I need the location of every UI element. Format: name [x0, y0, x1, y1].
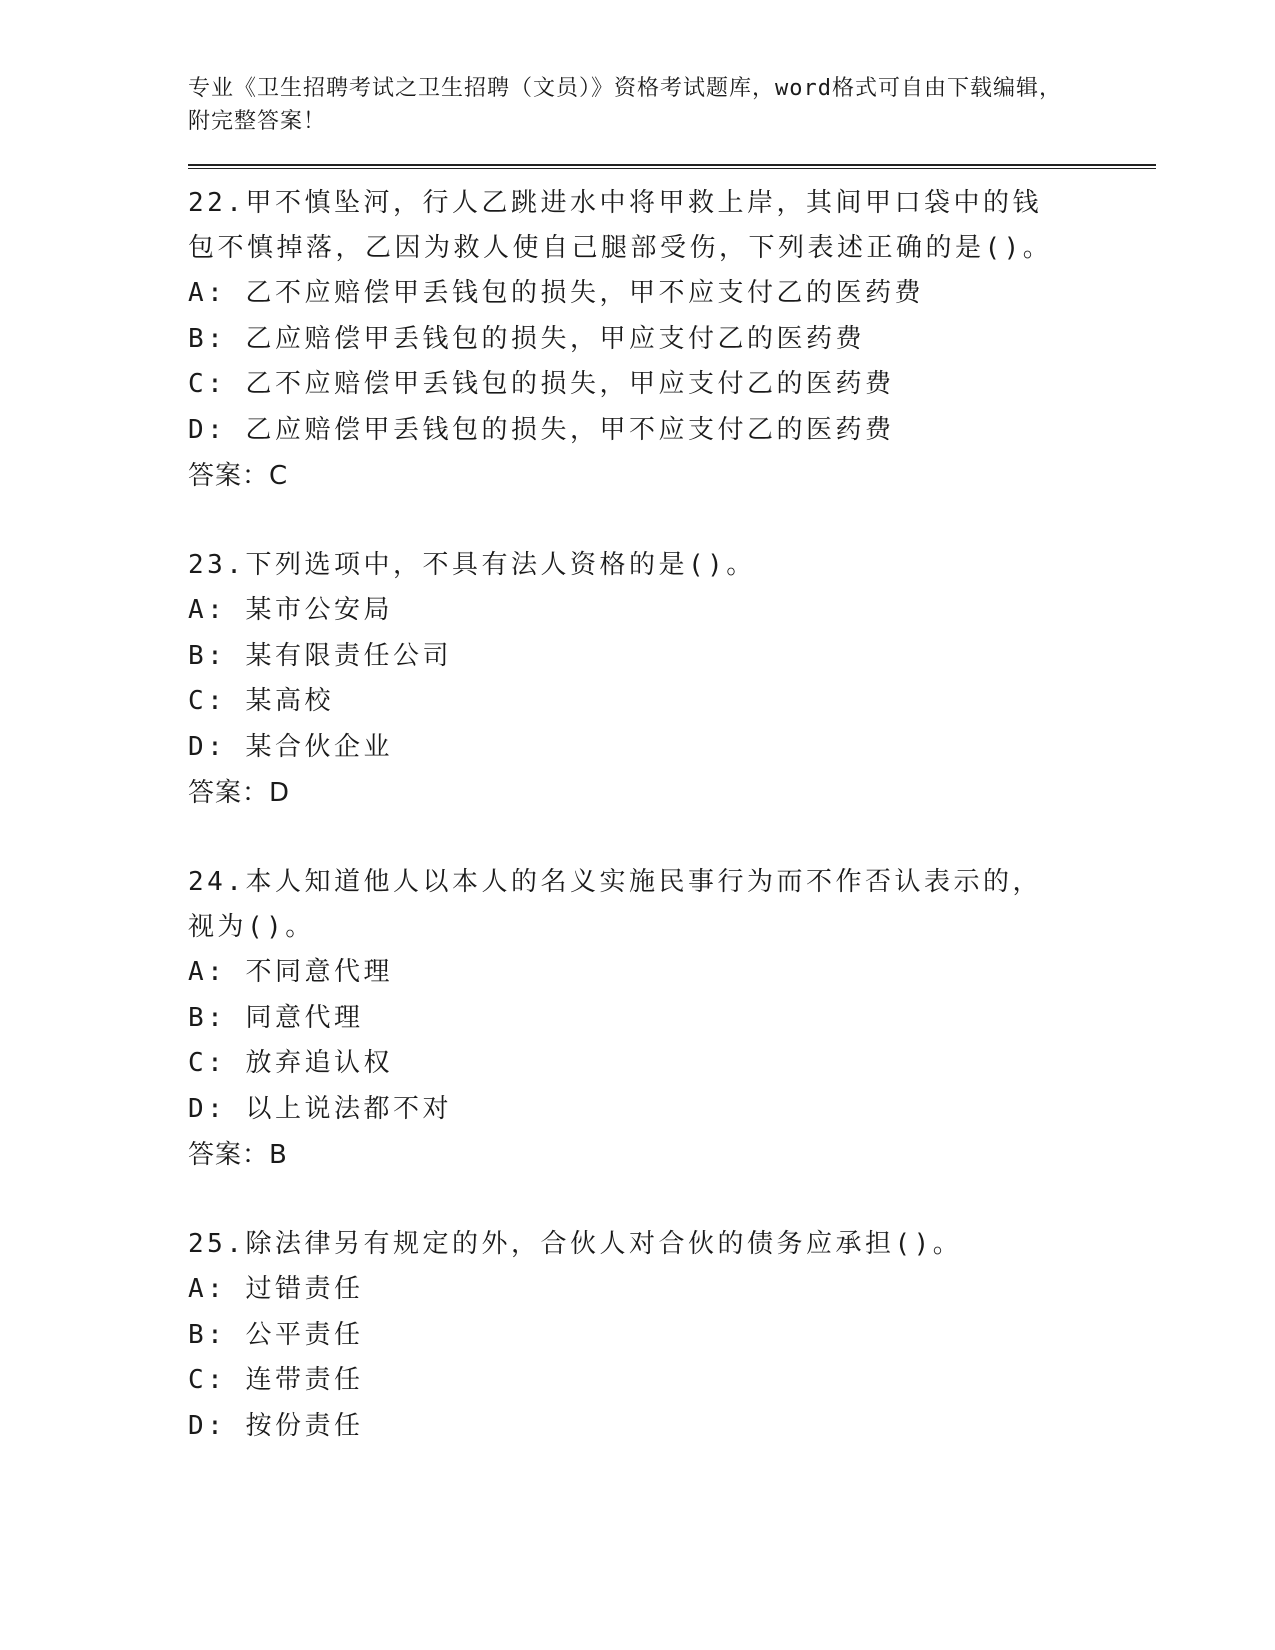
option-c: C: 乙不应赔偿甲丢钱包的损失，甲应支付乙的医药费 — [188, 369, 895, 399]
option-a: A: 某市公安局 — [188, 595, 393, 625]
option-d: D: 以上说法都不对 — [188, 1093, 452, 1124]
option-b: B: 同意代理 — [188, 1002, 364, 1033]
question-23 — [188, 543, 1158, 816]
question-stem: 25.除法律另有规定的外，合伙人对合伙的债务应承担()。 — [188, 1229, 963, 1259]
question-stem: 24.本人知道他人以本人的名义实施民事行为而不作否认表示的，视为()。 — [188, 867, 1042, 942]
option-b: B: 乙应赔偿甲丢钱包的损失，甲应支付乙的医药费 — [188, 323, 865, 354]
option-c: C: 连带责任 — [188, 1365, 364, 1395]
answer-line: 答案：B — [188, 1140, 288, 1170]
document-header: 专业《卫生招聘考试之卫生招聘（文员）》资格考试题库，word格式可自由下载编辑，附完整答案！ — [188, 76, 1062, 134]
option-a: A: 不同意代理 — [188, 957, 393, 987]
question-24 — [188, 860, 1158, 1178]
option-d: D: 按份责任 — [188, 1410, 364, 1441]
header-divider — [188, 164, 1156, 169]
question-22 — [188, 181, 1158, 499]
answer-line: 答案：D — [188, 778, 291, 808]
question-25 — [188, 1222, 1158, 1449]
option-d: D: 某合伙企业 — [188, 731, 393, 762]
document-page — [188, 72, 1158, 1449]
option-a: A: 乙不应赔偿甲丢钱包的损失，甲不应支付乙的医药费 — [188, 278, 924, 308]
option-b: B: 某有限责任公司 — [188, 640, 452, 671]
answer-line: 答案：C — [188, 461, 289, 491]
option-d: D: 乙应赔偿甲丢钱包的损失，甲不应支付乙的医药费 — [188, 414, 895, 445]
option-b: B: 公平责任 — [188, 1319, 364, 1350]
option-a: A: 过错责任 — [188, 1274, 364, 1304]
option-c: C: 放弃追认权 — [188, 1048, 393, 1078]
option-c: C: 某高校 — [188, 686, 334, 716]
question-stem: 22.甲不慎坠河，行人乙跳进水中将甲救上岸，其间甲口袋中的钱包不慎掉落，乙因为救人使自己腿部受伤，下列表述正确的是()。 — [188, 188, 1053, 263]
question-stem: 23.下列选项中，不具有法人资格的是()。 — [188, 550, 756, 580]
